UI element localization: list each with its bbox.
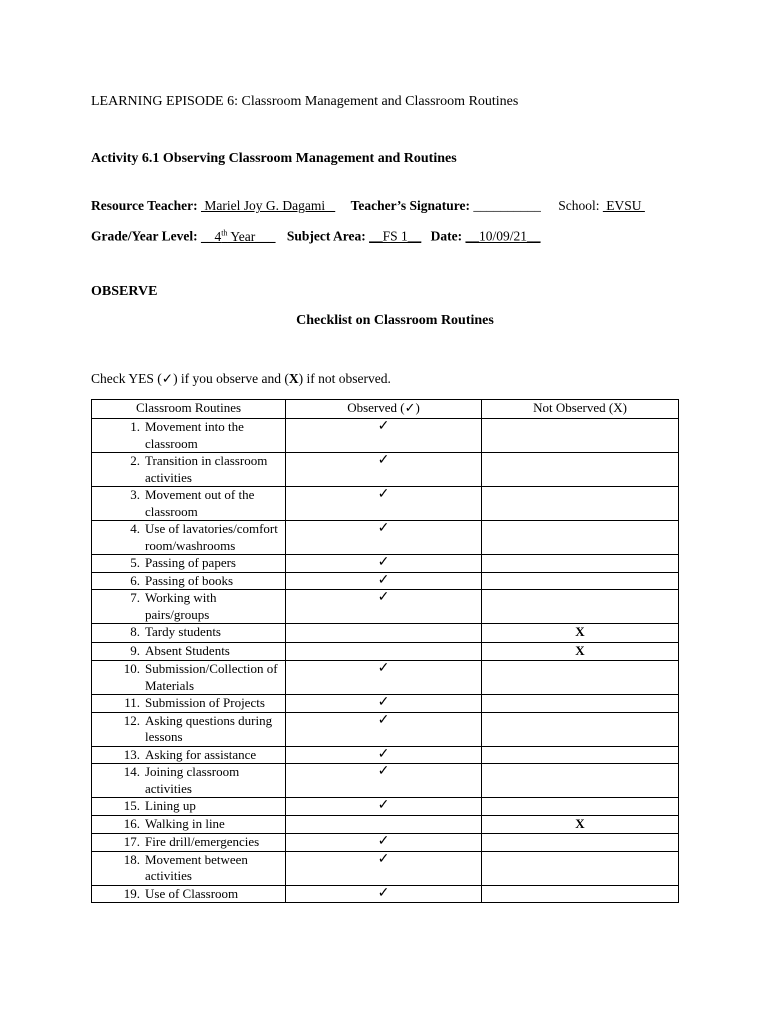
date-label: Date: bbox=[430, 228, 463, 244]
routine-text: Fire drill/emergencies bbox=[145, 834, 260, 849]
not-observed-cell bbox=[482, 555, 679, 573]
routine-cell bbox=[92, 624, 286, 643]
observed-cell bbox=[286, 572, 482, 590]
routine-text: Asking for assistance bbox=[145, 746, 257, 762]
routine-cell bbox=[92, 815, 286, 834]
header-observed: Observed (✓) bbox=[286, 400, 482, 419]
routine-cell bbox=[92, 695, 286, 713]
date-value: __10/09/21__ bbox=[465, 228, 541, 244]
routine-text: Transition in classroom activities bbox=[145, 453, 268, 485]
info-row-teacher bbox=[91, 198, 645, 214]
table-header-row bbox=[92, 400, 679, 419]
observed-cell bbox=[286, 661, 482, 695]
school-value: EVSU bbox=[602, 198, 645, 213]
info-row-grade bbox=[91, 228, 541, 245]
observed-cell bbox=[286, 712, 482, 746]
observed-cell bbox=[286, 642, 482, 661]
observed-cell bbox=[286, 624, 482, 643]
x-mark: X bbox=[575, 624, 585, 639]
routine-text: Lining up bbox=[145, 798, 196, 813]
routine-cell bbox=[92, 885, 286, 903]
table-row bbox=[92, 815, 679, 834]
table-row bbox=[92, 590, 679, 624]
table-row bbox=[92, 798, 679, 816]
routine-number: 9. bbox=[130, 642, 140, 658]
header-routines: Classroom Routines bbox=[92, 400, 286, 419]
not-observed-cell bbox=[482, 851, 679, 885]
check-mark: ✓ bbox=[377, 590, 390, 605]
table-row bbox=[92, 642, 679, 661]
checklist-title: Checklist on Classroom Routines bbox=[296, 313, 494, 328]
x-mark: X bbox=[575, 815, 585, 831]
grade-label: Grade/Year Level: bbox=[91, 228, 198, 244]
table-row bbox=[92, 834, 679, 852]
check-mark: ✓ bbox=[377, 851, 390, 867]
observed-cell bbox=[286, 453, 482, 487]
observed-cell bbox=[286, 815, 482, 834]
routine-text: Passing of books bbox=[145, 572, 234, 588]
resource-teacher-label: Resource Teacher: bbox=[91, 198, 198, 213]
table-row bbox=[92, 851, 679, 885]
routine-cell bbox=[92, 419, 286, 453]
not-observed-cell bbox=[482, 798, 679, 816]
check-mark: ✓ bbox=[377, 661, 390, 676]
x-symbol: X bbox=[288, 371, 299, 386]
routine-text: Submission/Collection of Materials bbox=[145, 661, 278, 693]
routine-cell bbox=[92, 746, 286, 764]
routine-text: Use of lavatories/comfort room/washrooms bbox=[145, 521, 278, 553]
not-observed-cell bbox=[482, 834, 679, 852]
routine-cell bbox=[92, 555, 286, 573]
table-row bbox=[92, 453, 679, 487]
check-mark: ✓ bbox=[377, 419, 390, 434]
subject-value: __FS 1__ bbox=[369, 228, 422, 244]
activity-title: Activity 6.1 Observing Classroom Management and Routines bbox=[91, 151, 457, 166]
table-row bbox=[92, 746, 679, 764]
observed-cell bbox=[286, 834, 482, 852]
observed-cell bbox=[286, 555, 482, 573]
routine-text: Tardy students bbox=[145, 624, 221, 639]
observed-cell bbox=[286, 851, 482, 885]
table-row bbox=[92, 521, 679, 555]
routine-number: 3. bbox=[130, 487, 140, 502]
table-row bbox=[92, 695, 679, 713]
table-row bbox=[92, 764, 679, 798]
routine-number: 17. bbox=[123, 834, 140, 849]
check-mark: ✓ bbox=[377, 453, 390, 468]
table-row bbox=[92, 712, 679, 746]
school-label: School: bbox=[558, 198, 600, 213]
routine-number: 5. bbox=[130, 555, 140, 570]
routine-text: Working with pairs/groups bbox=[145, 590, 217, 622]
routine-text: Absent Students bbox=[145, 642, 230, 658]
table-row bbox=[92, 555, 679, 573]
resource-teacher-value: Mariel Joy G. Dagami bbox=[200, 198, 336, 213]
routine-text: Movement between activities bbox=[145, 851, 248, 883]
routine-text: Passing of papers bbox=[145, 555, 236, 570]
routine-number: 11. bbox=[124, 695, 140, 710]
check-mark: ✓ bbox=[377, 885, 390, 901]
routine-cell bbox=[92, 453, 286, 487]
table-row bbox=[92, 487, 679, 521]
not-observed-cell bbox=[482, 885, 679, 903]
routine-number: 19. bbox=[123, 885, 140, 901]
not-observed-cell bbox=[482, 419, 679, 453]
routine-cell bbox=[92, 764, 286, 798]
not-observed-cell bbox=[482, 572, 679, 590]
routine-text: Movement into the classroom bbox=[145, 419, 244, 451]
not-observed-cell bbox=[482, 746, 679, 764]
check-mark: ✓ bbox=[377, 695, 390, 710]
episode-heading: LEARNING EPISODE 6: Classroom Management and Classroom Routines bbox=[91, 94, 519, 109]
not-observed-cell bbox=[482, 487, 679, 521]
routine-cell bbox=[92, 590, 286, 624]
routine-cell bbox=[92, 712, 286, 746]
routine-text: Submission of Projects bbox=[145, 695, 265, 710]
routine-number: 4. bbox=[130, 521, 140, 536]
not-observed-cell bbox=[482, 521, 679, 555]
observed-cell bbox=[286, 746, 482, 764]
routine-text: Walking in line bbox=[145, 815, 225, 831]
check-symbol: ✓ bbox=[161, 371, 174, 386]
header-not-observed: Not Observed (X) bbox=[482, 400, 679, 419]
routine-number: 2. bbox=[130, 453, 140, 468]
observed-cell bbox=[286, 521, 482, 555]
observe-heading: OBSERVE bbox=[91, 284, 158, 299]
routine-cell bbox=[92, 521, 286, 555]
observed-cell bbox=[286, 798, 482, 816]
check-mark: ✓ bbox=[377, 798, 390, 813]
routine-number: 16. bbox=[123, 815, 140, 831]
not-observed-cell bbox=[482, 590, 679, 624]
routine-cell bbox=[92, 798, 286, 816]
routine-text: Use of Classroom bbox=[145, 885, 239, 901]
observed-cell bbox=[286, 419, 482, 453]
observed-cell bbox=[286, 487, 482, 521]
table-row bbox=[92, 419, 679, 453]
routine-number: 6. bbox=[130, 572, 140, 588]
table-row bbox=[92, 624, 679, 643]
not-observed-cell bbox=[482, 712, 679, 746]
check-mark: ✓ bbox=[377, 746, 390, 762]
observed-cell bbox=[286, 695, 482, 713]
grade-value: __4th Year___ bbox=[200, 228, 276, 244]
routine-number: 10. bbox=[123, 661, 140, 676]
routine-text: Movement out of the classroom bbox=[145, 487, 255, 519]
routine-cell bbox=[92, 572, 286, 590]
table-row bbox=[92, 885, 679, 903]
routine-cell bbox=[92, 661, 286, 695]
routine-number: 12. bbox=[123, 712, 140, 728]
table-row bbox=[92, 572, 679, 590]
instruction-text: Check YES (✓) if you observe and (X) if not observed. bbox=[91, 371, 391, 386]
check-mark: ✓ bbox=[377, 764, 390, 779]
routine-number: 13. bbox=[123, 746, 140, 762]
signature-value: __________ bbox=[473, 198, 541, 213]
routine-number: 7. bbox=[130, 590, 140, 605]
not-observed-cell bbox=[482, 764, 679, 798]
check-mark: ✓ bbox=[377, 712, 390, 728]
not-observed-cell bbox=[482, 642, 679, 661]
routine-number: 18. bbox=[123, 851, 140, 867]
routine-number: 8. bbox=[130, 624, 140, 639]
routine-cell bbox=[92, 642, 286, 661]
not-observed-cell bbox=[482, 695, 679, 713]
check-mark: ✓ bbox=[377, 572, 390, 588]
table-row bbox=[92, 661, 679, 695]
routine-number: 14. bbox=[123, 764, 140, 779]
routine-cell bbox=[92, 834, 286, 852]
check-mark: ✓ bbox=[377, 487, 390, 502]
routine-number: 15. bbox=[123, 798, 140, 813]
routine-cell bbox=[92, 851, 286, 885]
x-mark: X bbox=[575, 642, 585, 658]
check-mark: ✓ bbox=[377, 555, 390, 570]
signature-label: Teacher’s Signature: bbox=[350, 198, 470, 213]
observed-cell bbox=[286, 590, 482, 624]
routine-text: Joining classroom activities bbox=[145, 764, 240, 796]
not-observed-cell bbox=[482, 624, 679, 643]
observed-cell bbox=[286, 764, 482, 798]
routine-number: 1. bbox=[130, 419, 140, 434]
routine-cell bbox=[92, 487, 286, 521]
observed-cell bbox=[286, 885, 482, 903]
not-observed-cell bbox=[482, 453, 679, 487]
not-observed-cell bbox=[482, 661, 679, 695]
routine-text: Asking questions during lessons bbox=[145, 712, 273, 744]
not-observed-cell bbox=[482, 815, 679, 834]
subject-label: Subject Area: bbox=[286, 228, 366, 244]
check-mark: ✓ bbox=[377, 834, 390, 849]
check-mark: ✓ bbox=[377, 521, 390, 536]
checklist-table bbox=[91, 399, 679, 903]
